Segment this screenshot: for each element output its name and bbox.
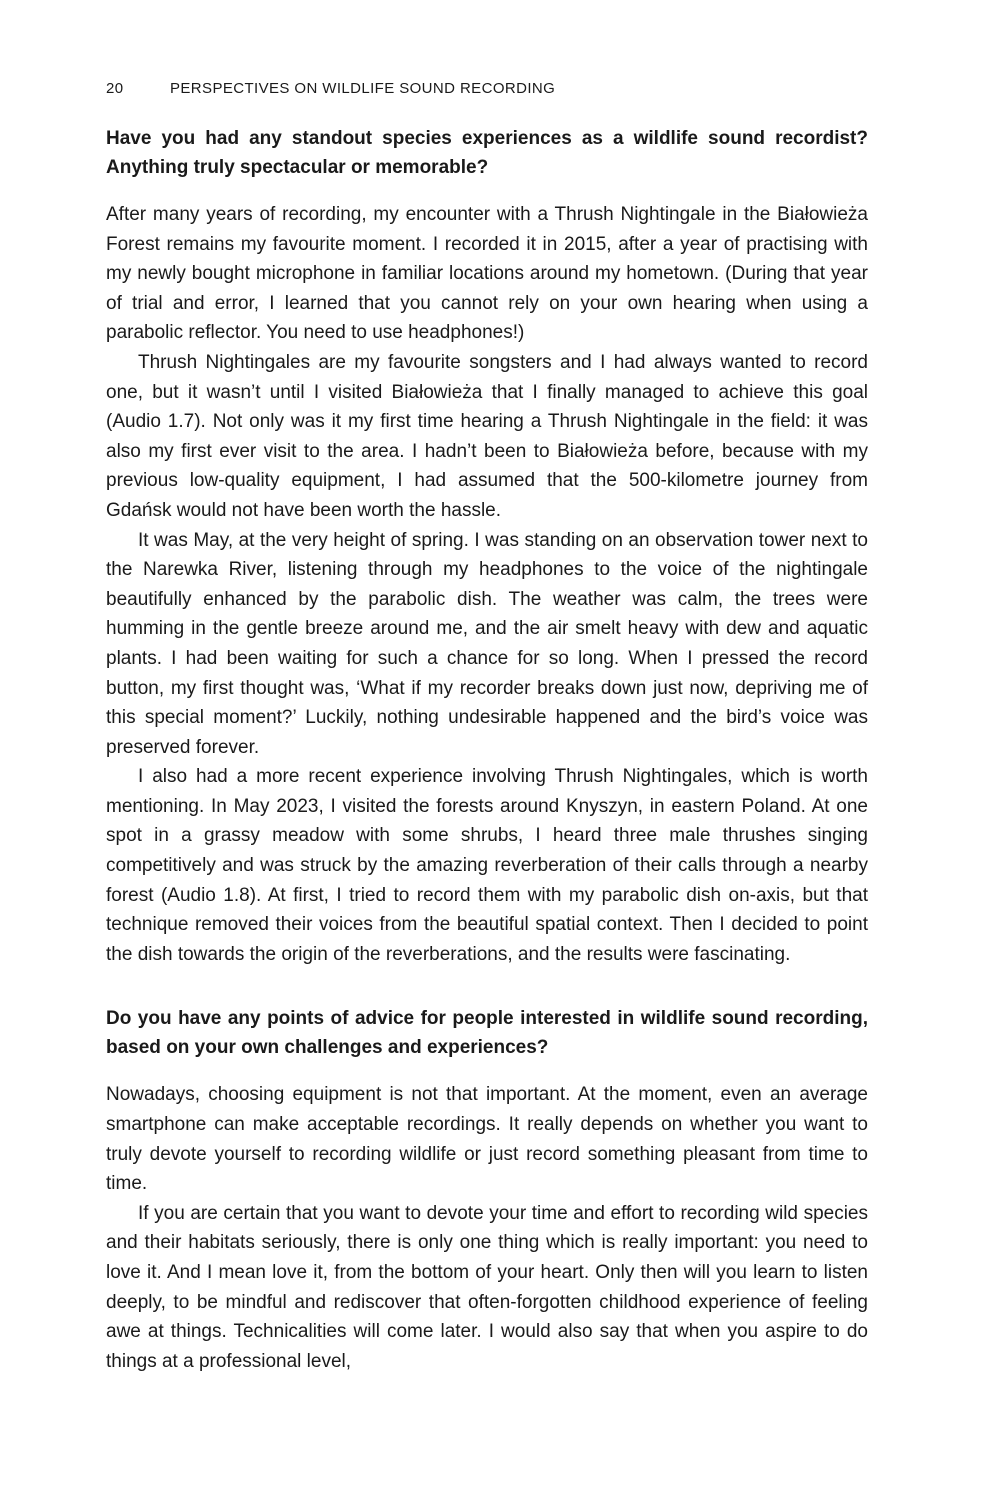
body-paragraph: Nowadays, choosing equipment is not that important. At the moment, even an average smartphone can make acceptable recordings. It really depends on whether you want to truly devote yourself to recording wildlife or just record something pleasant from time to time. (106, 1084, 868, 1195)
body-paragraph: I also had a more recent experience involving Thrush Nightingales, which is worth mentioning. In May 2023, I visited the forests around Knyszyn, in eastern Poland. At one spot in a grassy meadow with some shrubs, I heard three male thrushes singing competitively and was struck by the amazing reverberation of their calls through a nearby forest (Audio 1.8). At first, I tried to record them with my parabolic dish on-axis, but that technique removed their voices from the beautiful spatial context. Then I decided to point the dish towards the origin of the reverberations, and the results were fascinating. (106, 766, 868, 965)
running-head (106, 78, 868, 100)
book-page (106, 78, 868, 1376)
body-paragraph: If you are certain that you want to devote your time and effort to recording wild species and their habitats seriously, there is only one thing which is really important: you need to love it. And I mean love it, from the bottom of your heart. Only then will you learn to listen deeply, to be mindful and rediscover that often-forgotten childhood experience of feeling awe at things. Technicalities will come later. I would also say that when you aspire to do things at a professional level, (106, 1202, 868, 1372)
running-title: PERSPECTIVES ON WILDLIFE SOUND RECORDING (170, 80, 556, 97)
section-question: Have you had any standout species experiences as a wildlife sound recordist? Anything truly spectacular or memorable? (106, 128, 868, 178)
section-question: Do you have any points of advice for people interested in wildlife sound recording, based on your own challenges and experiences? (106, 1008, 868, 1059)
interview-section-advice (106, 1004, 868, 1376)
body-paragraph: After many years of recording, my encounter with a Thrush Nightingale in the Białowieża Forest remains my favourite moment. I recorded it in 2015, after a year of practising with my newly bought microphone in familiar locations around my hometown. (During that year of trial and error, I learned that you cannot rely on your own hearing when using a parabolic reflector. You need to use headphones!) (106, 204, 868, 344)
interview-section-standout-experiences (106, 124, 868, 969)
page-number: 20 (106, 80, 124, 97)
body-paragraph: It was May, at the very height of spring. I was standing on an observation tower next to the Narewka River, listening through my headphones to the voice of the nightingale beautifully enhanced by the parabolic dish. The weather was calm, the trees were humming in the gentle breeze around me, and the air smelt heavy with dew and aquatic plants. I had been waiting for such a chance for so long. When I pressed the record button, my first thought was, ‘What if my recorder breaks down just now, depriving me of this special moment?’ Luckily, nothing undesirable happened and the bird’s voice was preserved forever. (106, 529, 868, 758)
body-paragraph: Thrush Nightingales are my favourite songsters and I had always wanted to record one, but it wasn’t until I visited Białowieża that I finally managed to achieve this goal (Audio 1.7). Not only was it my first time hearing a Thrush Nightingale in the field: it was also my first ever visit to the area. I hadn’t been to Białowieża before, because with my previous low-quality equipment, I had assumed that the 500-kilometre journey from Gdańsk would not have been worth the hassle. (106, 351, 868, 521)
